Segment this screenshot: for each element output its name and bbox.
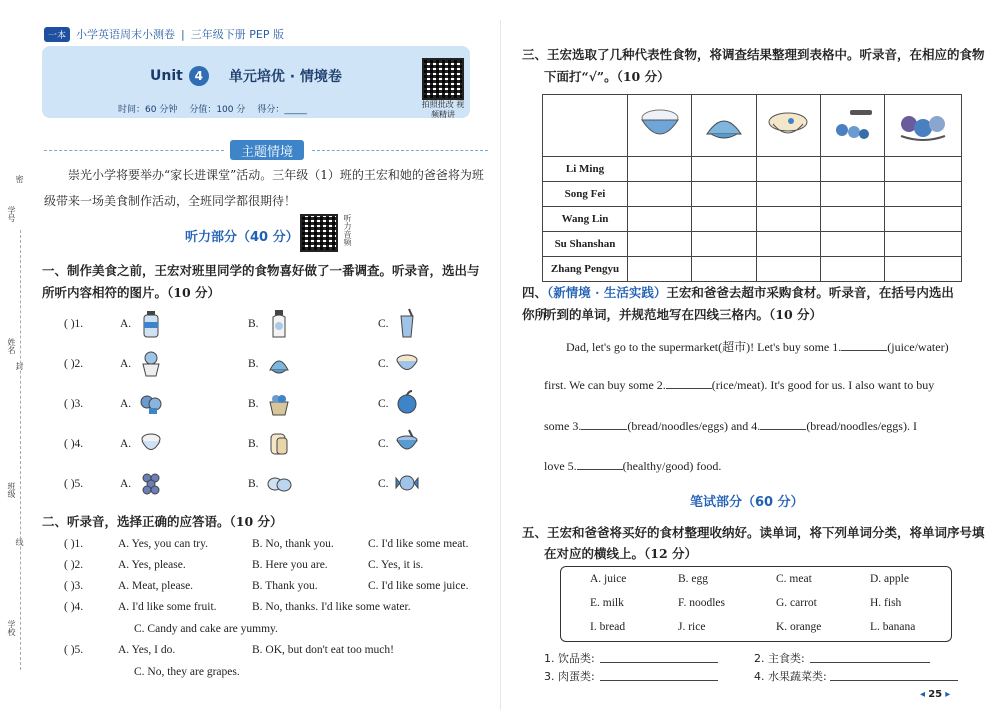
listening-title: 听力部分（40 分）	[185, 230, 299, 245]
check-cell[interactable]	[756, 257, 820, 282]
score-total-label: 分值：100 分	[189, 105, 246, 115]
category-answer-line[interactable]	[600, 680, 718, 681]
listening-qr-code[interactable]	[300, 214, 338, 252]
q1-option-letter: C.	[378, 358, 389, 370]
q1-option-letter: B.	[248, 398, 259, 410]
q4-line2: first. We can buy some 2. (rice/meat). It's good for us. I also want to buy	[544, 378, 935, 392]
student-name: Song Fei	[543, 182, 628, 207]
noodles-bowl-icon	[763, 104, 813, 144]
q1-answer-slot[interactable]: ( )1.	[64, 318, 84, 330]
q2-option-a: A. Yes, I do.	[118, 644, 176, 656]
q1-option-letter: B.	[248, 438, 259, 450]
category-answer-line[interactable]	[810, 662, 930, 663]
check-cell[interactable]	[756, 207, 820, 232]
binding-line	[20, 230, 21, 670]
q1-answer-slot[interactable]: ( )5.	[64, 478, 84, 490]
q4-blank-2[interactable]	[666, 388, 712, 389]
q3-title-line1: 三、王宏选取了几种代表性食物，将调查结果整理到表格中。听录音，在相应的食物	[522, 47, 985, 62]
q4-line1: Dad, let's go to the supermarket(超市)! Let's buy some 1. (juice/water)	[566, 340, 949, 354]
q4-line3: some 3. (bread/noodles/eggs) and 4. (bread/noodles/eggs). I	[544, 419, 917, 433]
q2-answer-slot[interactable]: ( )2.	[64, 559, 84, 571]
q1-option-letter: A.	[120, 438, 132, 450]
publisher-logo: 一本	[44, 27, 70, 42]
check-cell[interactable]	[821, 182, 885, 207]
check-cell[interactable]	[821, 232, 885, 257]
eggs-icon[interactable]	[266, 468, 292, 498]
check-cell[interactable]	[628, 232, 692, 257]
q1-option-letter: B.	[248, 318, 259, 330]
unit-title-row	[150, 66, 342, 86]
category-answer-line[interactable]	[830, 680, 958, 681]
q2-option-a: A. I'd like some fruit.	[118, 601, 217, 613]
check-cell[interactable]	[756, 232, 820, 257]
q4-tag: （新情境 · 生活实践）	[547, 285, 667, 300]
time-label: 时间：60 分钟	[118, 105, 178, 115]
q1-option-letter: B.	[248, 478, 259, 490]
table-row	[543, 157, 962, 182]
check-cell[interactable]	[692, 232, 756, 257]
q5-title-line2: 在对应的横线上。（12 分）	[544, 546, 697, 561]
word-bank-item: D. apple	[870, 573, 909, 585]
check-cell[interactable]	[628, 182, 692, 207]
unit-word: Unit	[150, 68, 183, 84]
ice-cream-icon[interactable]	[138, 348, 164, 378]
category-answer-line[interactable]	[600, 662, 718, 663]
q4-blank-3[interactable]	[581, 429, 627, 430]
word-bank-item: F. noodles	[678, 597, 725, 609]
side-mark-xian: 线	[15, 538, 24, 546]
q2-answer-slot[interactable]: ( )4.	[64, 601, 84, 613]
table-row	[543, 207, 962, 232]
q2-option-b: B. Thank you.	[252, 580, 318, 592]
check-cell[interactable]	[756, 157, 820, 182]
side-label-school: 学校	[7, 620, 16, 636]
student-name: Wang Lin	[543, 207, 628, 232]
shellfish-icon	[699, 104, 749, 144]
vegetables-icon	[828, 104, 878, 144]
food-col-vegetables	[821, 95, 885, 157]
q2-answer-slot[interactable]: ( )3.	[64, 580, 84, 592]
noodles-bowl-icon[interactable]	[394, 348, 420, 378]
unit-number-badge: 4	[189, 66, 209, 86]
listening-qr-caption: 听力音频	[343, 214, 352, 246]
word-bank-item: K. orange	[776, 621, 822, 633]
word-bank-item: H. fish	[870, 597, 902, 609]
food-survey-table	[542, 94, 962, 282]
q4-title: 四、（新情境 · 生活实践）王宏和爸爸去超市采购食材。听录音，在括号内选出你所	[522, 285, 954, 322]
q1-title: 一、制作美食之前，王宏对班里同学的食物喜好做了一番调查。听录音，选出与所听内容相符的图片。（10 分）	[42, 263, 480, 300]
q2-title: 二、听录音，选择正确的应答语。（10 分）	[42, 514, 283, 529]
intro-paragraph: 崇光小学将要举办“家长进课堂”活动。三年级（1）班的王宏和她的爸爸将为班级带来一场美食制作活动，全班同学都很期待！	[44, 168, 484, 208]
q1-option-letter: C.	[378, 318, 389, 330]
word-bank-item: C. meat	[776, 573, 812, 585]
check-cell[interactable]	[821, 157, 885, 182]
q4-blank-5[interactable]	[577, 469, 623, 470]
soup-bowl-icon[interactable]	[394, 428, 420, 458]
fruit-basket-icon[interactable]	[266, 388, 292, 418]
fruit-icon	[893, 104, 953, 144]
check-cell[interactable]	[821, 207, 885, 232]
apple-icon[interactable]	[394, 388, 420, 418]
q4-blank-1[interactable]	[841, 350, 887, 351]
word-bank-item: G. carrot	[776, 597, 817, 609]
category-label: 4. 水果蔬菜类:	[754, 670, 827, 683]
rice-bowl-icon	[635, 104, 685, 144]
check-cell[interactable]	[692, 182, 756, 207]
word-bank-item: A. juice	[590, 573, 627, 585]
q3-title-line2: 下面打“√”。（10 分）	[544, 69, 670, 84]
q2-option-b: B. Here you are.	[252, 559, 328, 571]
q4-line4: love 5. (healthy/good) food.	[544, 459, 722, 473]
check-cell[interactable]	[692, 157, 756, 182]
table-corner-cell	[543, 95, 628, 157]
q2-answer-slot[interactable]: ( )5.	[64, 644, 84, 656]
q5-title-line1: 五、王宏和爸爸将买好的食材整理收纳好。读单词，将下列单词分类，将单词序号填	[522, 525, 985, 540]
check-cell[interactable]	[628, 207, 692, 232]
q2-option-c: C. Yes, it is.	[368, 559, 424, 571]
q2-option-b: B. OK, but don't eat too much!	[252, 644, 394, 656]
word-bank-item: J. rice	[678, 621, 706, 633]
theme-ribbon: 主题情境	[230, 140, 304, 160]
qr-caption: 拍照批改 视频精讲	[421, 100, 465, 119]
category-label: 2. 主食类:	[754, 652, 805, 665]
page-gutter	[500, 20, 501, 710]
q2-option-a: A. Yes, you can try.	[118, 538, 208, 550]
q1-option-letter: C.	[378, 438, 389, 450]
side-label-class: 班级	[7, 482, 16, 498]
q4-blank-4[interactable]	[760, 429, 806, 430]
table-row	[543, 232, 962, 257]
exam-meta	[118, 102, 307, 115]
table-row	[543, 257, 962, 282]
water-bottle-icon[interactable]	[138, 308, 164, 338]
check-cell[interactable]	[885, 207, 962, 232]
q1-option-letter: A.	[120, 478, 132, 490]
score-get-label: 得分：_____	[257, 105, 307, 115]
vegetables-icon[interactable]	[138, 388, 164, 418]
divider-left	[44, 150, 224, 151]
side-label-name: 姓名	[7, 338, 16, 354]
q2-option-a: A. Meat, please.	[118, 580, 194, 592]
side-label-student-number: 学号	[7, 206, 16, 222]
student-name: Li Ming	[543, 157, 628, 182]
side-mark-feng: 封	[15, 362, 24, 370]
check-cell[interactable]	[692, 207, 756, 232]
word-bank-item: L. banana	[870, 621, 916, 633]
student-name: Su Shanshan	[543, 232, 628, 257]
word-bank-item: B. egg	[678, 573, 709, 585]
category-label: 3. 肉蛋类:	[544, 670, 595, 683]
check-cell[interactable]	[885, 157, 962, 182]
food-col-shellfish	[692, 95, 756, 157]
grade-label: 三年级下册 PEP 版	[190, 28, 284, 41]
q2-answer-slot[interactable]: ( )1.	[64, 538, 84, 550]
milk-bottle-icon[interactable]	[266, 308, 292, 338]
q2-option-b: B. No, thank you.	[252, 538, 334, 550]
q2-option-a: A. Yes, please.	[118, 559, 186, 571]
juice-cup-icon[interactable]	[394, 308, 420, 338]
bread-icon[interactable]	[266, 428, 292, 458]
check-cell[interactable]	[756, 182, 820, 207]
q1-answer-slot[interactable]: ( )3.	[64, 398, 84, 410]
series-header: 一本 小学英语周末小测卷 | 三年级下册 PEP 版	[44, 26, 284, 42]
q1-option-letter: B.	[248, 358, 259, 370]
q1-answer-slot[interactable]: ( )4.	[64, 438, 84, 450]
page-number: ◂ 25 ▸	[920, 689, 951, 700]
candy-icon[interactable]	[394, 468, 420, 498]
word-bank-item: E. milk	[590, 597, 624, 609]
q2-option-c: C. Candy and cake are yummy.	[134, 623, 278, 635]
check-cell[interactable]	[628, 257, 692, 282]
q2-option-c: C. I'd like some juice.	[368, 580, 469, 592]
q1-option-letter: A.	[120, 358, 132, 370]
table-row	[543, 182, 962, 207]
q1-option-letter: A.	[120, 318, 132, 330]
banner-qr-code[interactable]	[422, 58, 464, 100]
food-col-rice	[628, 95, 692, 157]
category-label: 1. 饮品类:	[544, 652, 595, 665]
food-col-fruit	[885, 95, 962, 157]
q4-title-line2: 听到的单词，并规范地写在四线三格内。（10 分）	[544, 307, 822, 322]
divider-right	[312, 150, 488, 151]
side-mark-mi: 密	[15, 175, 24, 183]
word-bank-item: I. bread	[590, 621, 626, 633]
q2-option-b: B. No, thanks. I'd like some water.	[252, 601, 411, 613]
unit-title: 单元培优 · 情境卷	[228, 69, 342, 85]
q2-option-c: C. I'd like some meat.	[368, 538, 469, 550]
grapes-icon[interactable]	[138, 468, 164, 498]
check-cell[interactable]	[885, 232, 962, 257]
q1-answer-slot[interactable]: ( )2.	[64, 358, 84, 370]
series-title: 小学英语周末小测卷	[76, 28, 176, 41]
shellfish-icon[interactable]	[266, 348, 292, 378]
q2-option-c: C. No, they are grapes.	[134, 666, 240, 678]
rice-bowl-icon[interactable]	[138, 428, 164, 458]
student-name: Zhang Pengyu	[543, 257, 628, 282]
writing-title: 笔试部分（60 分）	[690, 495, 804, 510]
check-cell[interactable]	[692, 257, 756, 282]
table-header-row	[543, 95, 962, 157]
q1-option-letter: A.	[120, 398, 132, 410]
check-cell[interactable]	[885, 182, 962, 207]
food-col-noodles	[756, 95, 820, 157]
check-cell[interactable]	[821, 257, 885, 282]
check-cell[interactable]	[885, 257, 962, 282]
check-cell[interactable]	[628, 157, 692, 182]
q1-option-letter: C.	[378, 478, 389, 490]
q1-option-letter: C.	[378, 398, 389, 410]
